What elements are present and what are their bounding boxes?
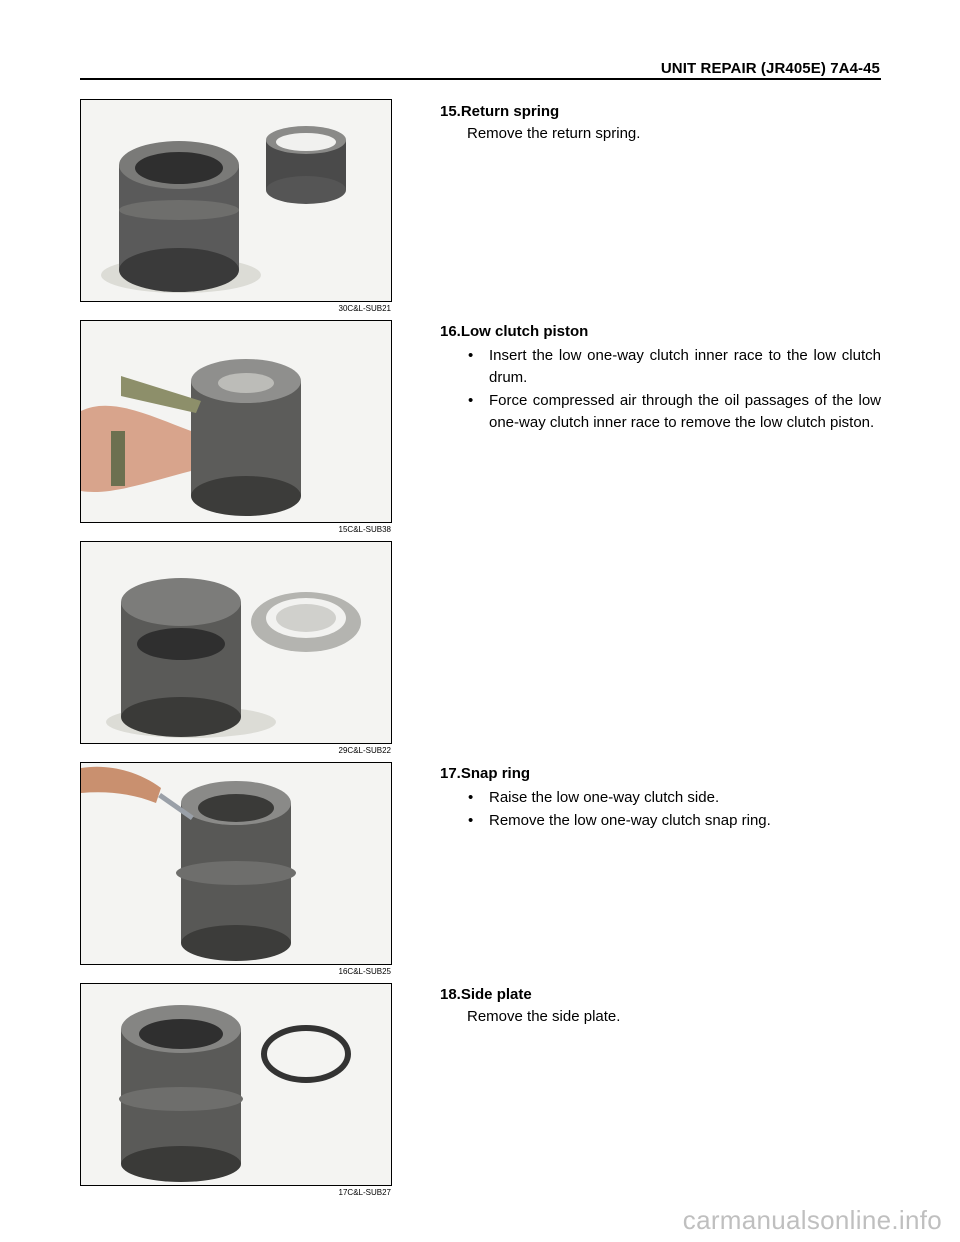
step-16 xyxy=(440,321,881,435)
list-item-text: Insert the low one-way clutch inner race to the low clutch drum. xyxy=(489,347,881,386)
list-item xyxy=(440,787,881,809)
step-title: 17.Snap ring xyxy=(440,765,531,782)
bullet-icon: • xyxy=(468,789,474,806)
figure-photo-4 xyxy=(80,762,392,965)
step-15 xyxy=(440,101,881,145)
clutch-drum-with-side-plate-photo xyxy=(81,984,391,1185)
list-item-text: Raise the low one-way clutch side. xyxy=(489,789,720,806)
header-divider xyxy=(80,78,881,80)
clutch-drum-with-return-spring-photo xyxy=(81,100,391,301)
list-item xyxy=(440,345,881,389)
figure-caption-4: 16C&L-SUB25 xyxy=(338,967,391,976)
step-17 xyxy=(440,763,881,833)
step-text: Remove the side plate. xyxy=(467,1008,621,1025)
snap-ring-removal-photo xyxy=(81,763,391,964)
list-item xyxy=(440,390,881,434)
figure-photo-2 xyxy=(80,320,392,523)
step-title: 15.Return spring xyxy=(440,103,560,120)
bullet-list xyxy=(440,345,881,434)
clutch-drum-with-piston-photo xyxy=(81,542,391,743)
air-gun-on-clutch-drum-photo xyxy=(81,321,391,522)
step-text: Remove the return spring. xyxy=(467,125,641,142)
bullet-icon: • xyxy=(468,392,474,409)
page-header-title: UNIT REPAIR (JR405E) 7A4-45 xyxy=(660,60,880,77)
figure-caption-5: 17C&L-SUB27 xyxy=(338,1188,391,1197)
bullet-list xyxy=(440,787,881,832)
step-title: 16.Low clutch piston xyxy=(440,323,589,340)
watermark: carmanualsonline.info xyxy=(682,1205,942,1235)
list-item xyxy=(440,810,881,832)
step-title: 18.Side plate xyxy=(440,986,532,1003)
figure-photo-1 xyxy=(80,99,392,302)
figure-caption-1: 30C&L-SUB21 xyxy=(338,304,391,313)
figure-caption-3: 29C&L-SUB22 xyxy=(338,746,391,755)
figure-photo-3 xyxy=(80,541,392,744)
step-18 xyxy=(440,984,881,1028)
figure-photo-5 xyxy=(80,983,392,1186)
list-item-text: Remove the low one-way clutch snap ring. xyxy=(489,812,771,829)
bullet-icon: • xyxy=(468,347,474,364)
figure-caption-2: 15C&L-SUB38 xyxy=(338,525,391,534)
list-item-text: Force compressed air through the oil passages of the low one-way clutch inner race to remove the low clutch piston. xyxy=(489,392,881,431)
bullet-icon: • xyxy=(468,812,474,829)
